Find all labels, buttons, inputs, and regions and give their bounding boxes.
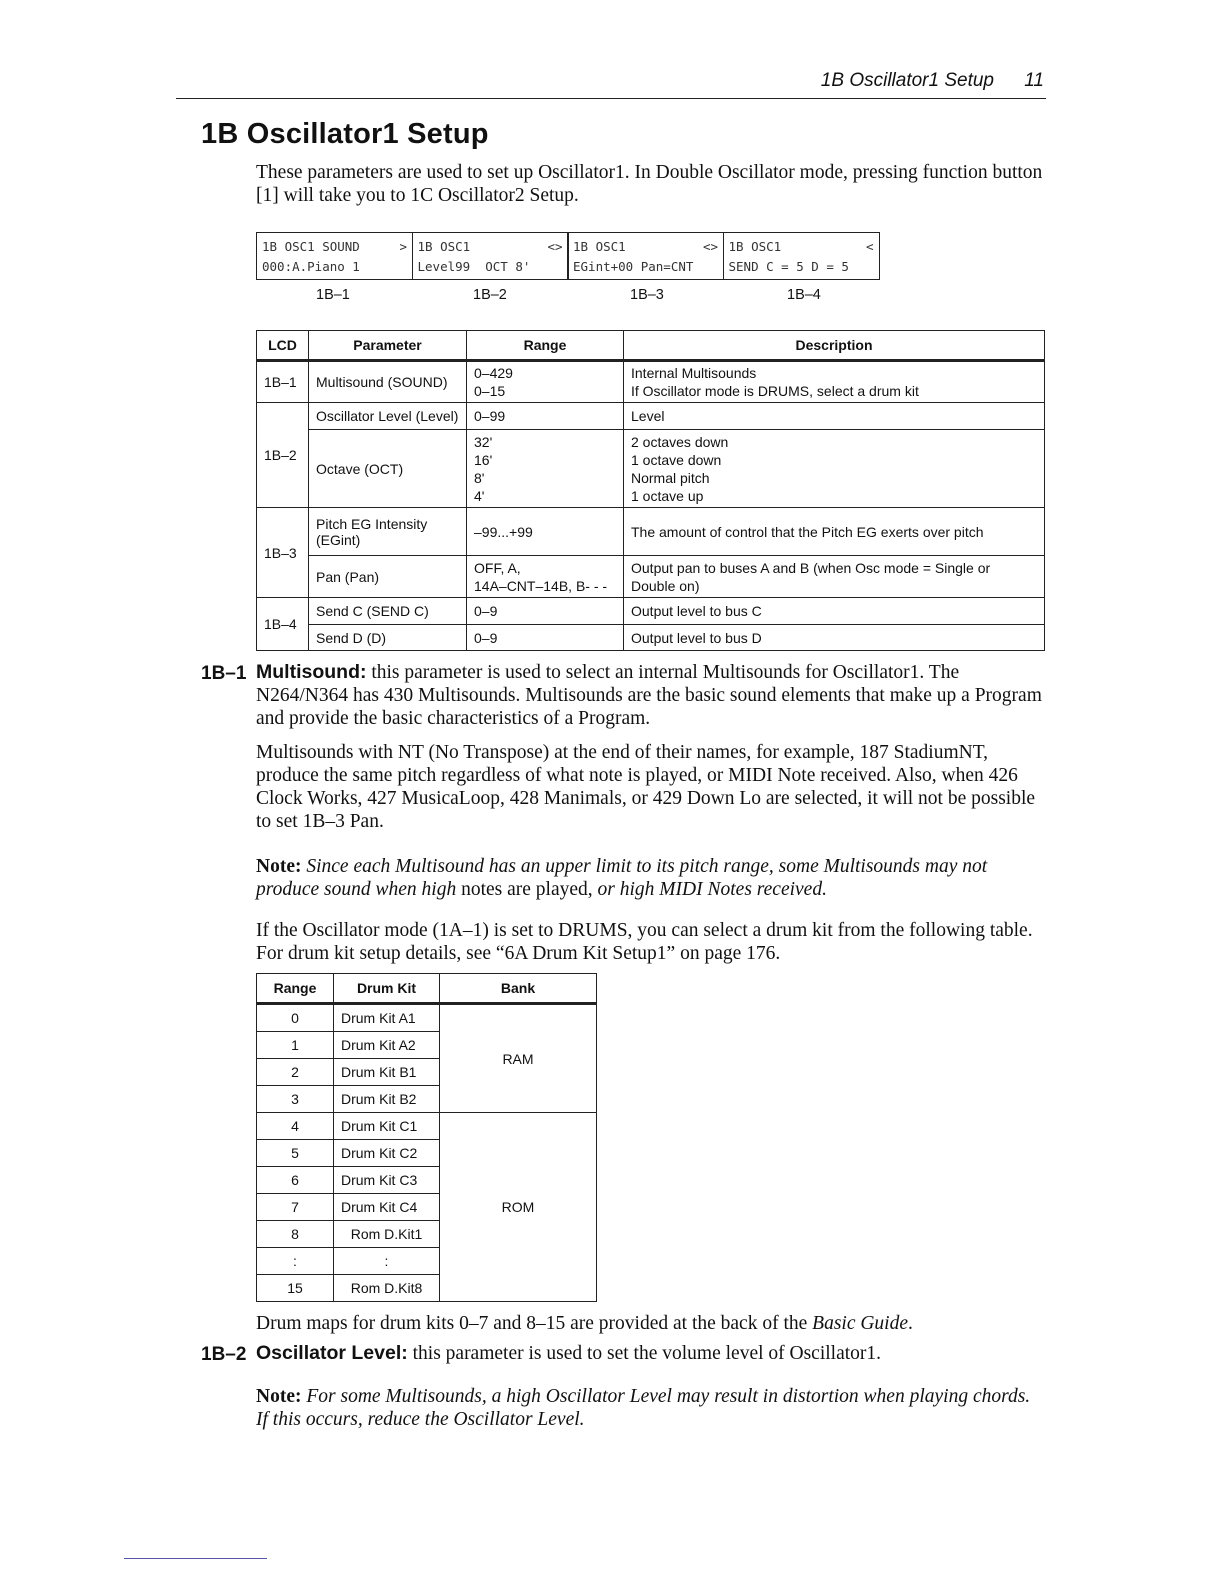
parameter-cell: Send C (SEND C) [309, 598, 467, 625]
drum-kit-cell: Drum Kit C4 [334, 1194, 440, 1221]
range-cell: 0–9 [467, 625, 624, 651]
bank-cell: RAM [440, 1004, 597, 1113]
column-header: LCD [257, 331, 309, 361]
parameter-cell: Send D (D) [309, 625, 467, 651]
lcd-line2: SEND C = 5 D = 5 [728, 259, 849, 274]
table-row [257, 556, 1045, 598]
drum-kit-cell: Drum Kit C1 [334, 1113, 440, 1140]
lcd-screen [412, 232, 569, 280]
range-cell: 4 [257, 1113, 334, 1140]
multisound-lead: Multisound: [256, 661, 367, 683]
column-header: Drum Kit [334, 974, 440, 1004]
parameter-cell: Multisound (SOUND) [309, 361, 467, 403]
range-cell: 6 [257, 1167, 334, 1194]
lcd-cell: 1B–3 [257, 508, 309, 598]
osc-level-text: this parameter is used to set the volume level of Oscillator1. [407, 1343, 882, 1364]
lcd-screen [567, 232, 724, 280]
range-cell: 2 [257, 1059, 334, 1086]
drum-kit-cell: Rom D.Kit8 [334, 1275, 440, 1302]
footer-rule [124, 1558, 267, 1559]
lcd-screen [256, 232, 413, 280]
lcd-label: 1B–2 [473, 287, 507, 303]
multisound-nt-paragraph: Multisounds with NT (No Transpose) at the end of their names, for example, 187 StadiumNT, produce the same pitch regardless of what note is played, or MIDI Note received. Also, when 426 Clock Works, 427 MusicaLoop, 428 Manimals, or 429 Down Lo are selected, it will not be possible to set 1B–3 Pan. [256, 742, 1036, 832]
lcd-cell: 1B–2 [257, 403, 309, 508]
drum-kit-table [256, 973, 597, 1302]
table-row [257, 403, 1045, 430]
lcd-screen [723, 232, 880, 280]
column-header: Bank [440, 974, 597, 1004]
column-header: Range [467, 331, 624, 361]
range-cell: : [257, 1248, 334, 1275]
drum-maps-text: Drum maps for drum kits 0–7 and 8–15 are provided at the back of the [256, 1313, 813, 1334]
column-header: Parameter [309, 331, 467, 361]
intro-paragraph: These parameters are used to set up Oscillator1. In Double Oscillator mode, pressing function button [1] will take you to 1C Oscillator2 Setup. [256, 162, 1043, 206]
lcd-screens [256, 232, 878, 280]
drum-kit-cell: : [334, 1248, 440, 1275]
drums-intro-paragraph: If the Oscillator mode (1A–1) is set to DRUMS, you can select a drum kit from the following table. For drum kit setup details, see “6A Drum Kit Setup1” on page 176. [256, 920, 1033, 964]
drum-kit-cell: Drum Kit B2 [334, 1086, 440, 1113]
table-row [257, 1113, 597, 1140]
section-label-1b-1: 1B–1 [201, 663, 247, 684]
basic-guide-title: Basic Guide [812, 1313, 909, 1334]
running-head [176, 66, 1046, 99]
description-cell: Internal Multisounds If Oscillator mode is DRUMS, select a drum kit [624, 361, 1045, 403]
note-text-b: notes are played, [456, 879, 593, 900]
range-cell: 1 [257, 1032, 334, 1059]
multisound-paragraph [256, 661, 1046, 730]
lcd-line2: EGint+00 Pan=CNT [573, 259, 694, 274]
note-label: Note: [256, 856, 302, 877]
table-row [257, 598, 1045, 625]
drum-maps-paragraph [256, 1312, 1046, 1335]
column-header: Description [624, 331, 1045, 361]
range-cell: OFF, A, 14A–CNT–14B, B- - - [467, 556, 624, 598]
description-cell: The amount of control that the Pitch EG exerts over pitch [624, 508, 1045, 556]
drum-kit-cell: Drum Kit A1 [334, 1004, 440, 1032]
drum-kit-cell: Drum Kit B1 [334, 1059, 440, 1086]
lcd-arrow: <> [547, 239, 563, 254]
range-cell: 7 [257, 1194, 334, 1221]
section-label-1b-2: 1B–2 [201, 1344, 247, 1365]
column-header: Range [257, 974, 334, 1004]
parameter-cell: Oscillator Level (Level) [309, 403, 467, 430]
lcd-line2: Level99 OCT 8' [417, 259, 531, 274]
range-cell: 0–429 0–15 [467, 361, 624, 403]
description-cell: 2 octaves down 1 octave down Normal pitch 1 octave up [624, 430, 1045, 508]
note-label: Note: [256, 1386, 302, 1407]
description-cell: Output pan to buses A and B (when Osc mode = Single or Double on) [624, 556, 1045, 598]
description-cell: Output level to bus D [624, 625, 1045, 651]
drum-kit-cell: Drum Kit C3 [334, 1167, 440, 1194]
description-cell: Level [624, 403, 1045, 430]
drum-kit-cell: Drum Kit C2 [334, 1140, 440, 1167]
lcd-label: 1B–3 [630, 287, 664, 303]
range-cell: 5 [257, 1140, 334, 1167]
range-cell: 0 [257, 1004, 334, 1032]
range-cell: 15 [257, 1275, 334, 1302]
lcd-labels [256, 287, 884, 303]
osc-level-note [256, 1385, 1046, 1431]
table-row [257, 508, 1045, 556]
lcd-arrow: <> [702, 239, 718, 254]
table-row [257, 625, 1045, 651]
lcd-label: 1B–1 [316, 287, 350, 303]
range-cell: 0–9 [467, 598, 624, 625]
range-cell: 32' 16' 8' 4' [467, 430, 624, 508]
section-title: 1B Oscillator1 Setup [201, 118, 489, 150]
range-cell: 0–99 [467, 403, 624, 430]
running-head-title: 1B Oscillator1 Setup [820, 70, 994, 91]
drum-kit-cell: Rom D.Kit1 [334, 1221, 440, 1248]
lcd-arrow: > [399, 239, 407, 254]
parameter-table [256, 330, 1045, 651]
range-cell: –99...+99 [467, 508, 624, 556]
description-cell: Output level to bus C [624, 598, 1045, 625]
note-text-c: or high MIDI Notes received. [592, 879, 827, 900]
parameter-cell: Pan (Pan) [309, 556, 467, 598]
table-row [257, 430, 1045, 508]
parameter-cell: Octave (OCT) [309, 430, 467, 508]
lcd-arrow: < [865, 239, 874, 254]
lcd-line2: 000:A.Piano 1 [262, 259, 360, 274]
osc-level-lead: Oscillator Level: [256, 1342, 408, 1364]
table-row [257, 1004, 597, 1032]
multisound-text: this parameter is used to select an internal Multisounds for Oscillator1. The N264/N364 has 430 Multisounds. Multisounds are the basic sound elements that make up a Program and provide the basic characteristics of a Program. [256, 662, 1042, 729]
range-cell: 8 [257, 1221, 334, 1248]
table-row [257, 361, 1045, 403]
note-text-a: Since each Multisound has an upper limit to its pitch range, some Multisounds may not produce sound when high [256, 856, 988, 900]
table-header-row [257, 974, 597, 1004]
range-cell: 3 [257, 1086, 334, 1113]
lcd-line1: 1B OSC1 [728, 239, 782, 254]
parameter-cell: Pitch EG Intensity (EGint) [309, 508, 467, 556]
lcd-line1: 1B OSC1 [573, 239, 626, 254]
lcd-label: 1B–4 [787, 287, 821, 303]
note-text: For some Multisounds, a high Oscillator Level may result in distortion when playing chords. If this occurs, reduce the Oscillator Level. [256, 1386, 1031, 1430]
drum-maps-end: . [908, 1313, 913, 1334]
lcd-cell: 1B–1 [257, 361, 309, 403]
lcd-cell: 1B–4 [257, 598, 309, 651]
lcd-line1: 1B OSC1 [417, 239, 471, 254]
bank-cell: ROM [440, 1113, 597, 1302]
drum-kit-cell: Drum Kit A2 [334, 1032, 440, 1059]
table-header-row [257, 331, 1045, 361]
page-number: 11 [1024, 70, 1044, 91]
note-paragraph [256, 855, 1046, 901]
osc-level-paragraph [256, 1342, 1046, 1365]
lcd-line1: 1B OSC1 SOUND [262, 239, 360, 254]
